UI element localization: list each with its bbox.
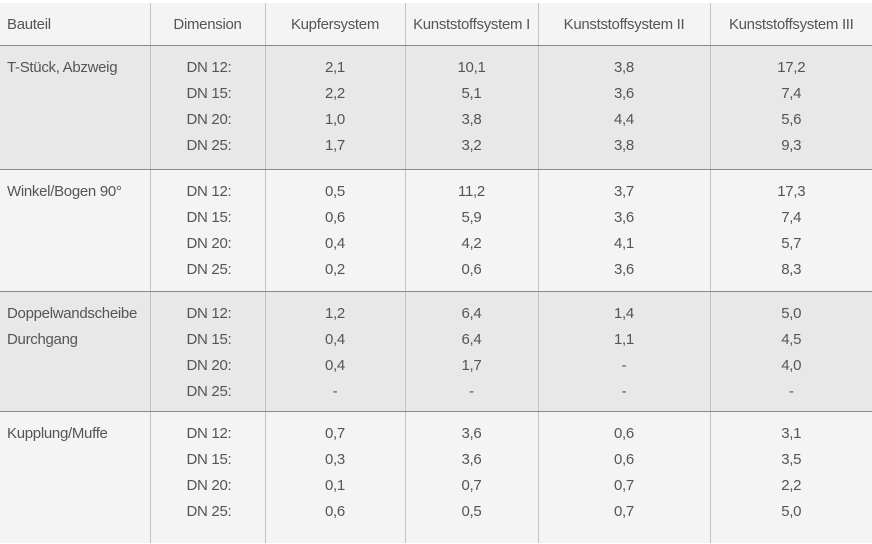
value: 3,7 <box>539 179 710 205</box>
table-row-group <box>0 292 872 412</box>
value: 0,7 <box>266 421 405 447</box>
value: 3,6 <box>406 447 538 473</box>
value: 3,5 <box>711 447 872 473</box>
kunststoff-3-cell <box>710 46 872 170</box>
value: 0,5 <box>266 179 405 205</box>
value: 0,1 <box>266 473 405 499</box>
dimension-label: DN 12: <box>151 179 265 205</box>
header-kunststoffsystem-3: Kunststoffsystem III <box>710 3 872 46</box>
dimension-label: DN 12: <box>151 55 265 81</box>
value: 1,7 <box>406 353 538 379</box>
dimension-label: DN 15: <box>151 205 265 231</box>
value: 7,4 <box>711 81 872 107</box>
kunststoff-1-cell <box>405 170 538 292</box>
value: 3,6 <box>406 421 538 447</box>
bauteil-cell <box>0 170 150 292</box>
value: 4,2 <box>406 231 538 257</box>
value: 3,8 <box>406 107 538 133</box>
dimension-label: DN 25: <box>151 379 265 405</box>
bauteil-cell <box>0 292 150 412</box>
dimension-label: DN 25: <box>151 499 265 525</box>
value: 2,2 <box>266 81 405 107</box>
value: 4,5 <box>711 327 872 353</box>
value: 0,4 <box>266 231 405 257</box>
value: 4,4 <box>539 107 710 133</box>
kunststoff-2-cell <box>538 412 710 544</box>
value: 9,3 <box>711 133 872 159</box>
value: 0,6 <box>406 257 538 283</box>
dimension-label: DN 20: <box>151 353 265 379</box>
kunststoff-2-cell <box>538 170 710 292</box>
dimension-label: DN 25: <box>151 133 265 159</box>
value: 3,8 <box>539 133 710 159</box>
value: 3,1 <box>711 421 872 447</box>
value: 3,2 <box>406 133 538 159</box>
header-dimension: Dimension <box>150 3 265 46</box>
value: 5,0 <box>711 301 872 327</box>
kupfer-cell <box>265 46 405 170</box>
kunststoff-2-cell <box>538 292 710 412</box>
kunststoff-1-cell <box>405 292 538 412</box>
dimension-cell <box>150 412 265 544</box>
value: 0,7 <box>539 499 710 525</box>
value: 5,6 <box>711 107 872 133</box>
value: 4,1 <box>539 231 710 257</box>
bauteil-cell <box>0 412 150 544</box>
kunststoff-3-cell <box>710 292 872 412</box>
kunststoff-3-cell <box>710 412 872 544</box>
dimension-cell <box>150 170 265 292</box>
value: 3,8 <box>539 55 710 81</box>
kunststoff-2-cell <box>538 46 710 170</box>
value: 2,2 <box>711 473 872 499</box>
value: 3,6 <box>539 257 710 283</box>
bauteil-label: T-Stück, Abzweig <box>7 55 146 81</box>
value: 17,2 <box>711 55 872 81</box>
dimension-label: DN 20: <box>151 473 265 499</box>
header-kupfersystem: Kupfersystem <box>265 3 405 46</box>
value: 6,4 <box>406 327 538 353</box>
kunststoff-1-cell <box>405 412 538 544</box>
value: 0,6 <box>539 421 710 447</box>
value: - <box>539 379 710 405</box>
header-bauteil: Bauteil <box>0 3 150 46</box>
value: 7,4 <box>711 205 872 231</box>
header-row <box>0 3 872 46</box>
value: 0,6 <box>266 499 405 525</box>
dimension-label: DN 15: <box>151 327 265 353</box>
value: - <box>711 379 872 405</box>
value: 11,2 <box>406 179 538 205</box>
value: 0,7 <box>539 473 710 499</box>
table-row-group <box>0 170 872 292</box>
kupfer-cell <box>265 292 405 412</box>
bauteil-label: Doppelwandscheibe <box>7 301 146 327</box>
value: 5,1 <box>406 81 538 107</box>
data-table <box>0 3 872 543</box>
table-row-group <box>0 412 872 544</box>
value: 17,3 <box>711 179 872 205</box>
value: 3,6 <box>539 81 710 107</box>
header-kunststoffsystem-1: Kunststoffsystem I <box>405 3 538 46</box>
bauteil-label: Kupplung/Muffe <box>7 421 146 447</box>
dimension-label: DN 25: <box>151 257 265 283</box>
value: 5,7 <box>711 231 872 257</box>
kunststoff-1-cell <box>405 46 538 170</box>
value: 3,6 <box>539 205 710 231</box>
value: 0,3 <box>266 447 405 473</box>
bauteil-label: Winkel/Bogen 90° <box>7 179 146 205</box>
value: 0,4 <box>266 353 405 379</box>
value: - <box>539 353 710 379</box>
value: 10,1 <box>406 55 538 81</box>
dimension-label: DN 20: <box>151 231 265 257</box>
dimension-cell <box>150 46 265 170</box>
value: 0,6 <box>539 447 710 473</box>
dimension-label: DN 12: <box>151 301 265 327</box>
value: 1,2 <box>266 301 405 327</box>
header-kunststoffsystem-2: Kunststoffsystem II <box>538 3 710 46</box>
kupfer-cell <box>265 412 405 544</box>
value: 5,9 <box>406 205 538 231</box>
bauteil-cell <box>0 46 150 170</box>
value: 8,3 <box>711 257 872 283</box>
value: 1,4 <box>539 301 710 327</box>
dimension-label: DN 20: <box>151 107 265 133</box>
value: 6,4 <box>406 301 538 327</box>
value: 0,4 <box>266 327 405 353</box>
dimension-label: DN 15: <box>151 447 265 473</box>
table-row-group <box>0 46 872 170</box>
value: 5,0 <box>711 499 872 525</box>
value: 4,0 <box>711 353 872 379</box>
value: 0,6 <box>266 205 405 231</box>
dimension-label: DN 15: <box>151 81 265 107</box>
kupfer-cell <box>265 170 405 292</box>
value: - <box>406 379 538 405</box>
dimension-label: DN 12: <box>151 421 265 447</box>
value: 0,7 <box>406 473 538 499</box>
value: 1,7 <box>266 133 405 159</box>
value: 1,0 <box>266 107 405 133</box>
bauteil-label: Durchgang <box>7 327 146 353</box>
value: - <box>266 379 405 405</box>
value: 1,1 <box>539 327 710 353</box>
kunststoff-3-cell <box>710 170 872 292</box>
value: 2,1 <box>266 55 405 81</box>
dimension-cell <box>150 292 265 412</box>
value: 0,5 <box>406 499 538 525</box>
value: 0,2 <box>266 257 405 283</box>
